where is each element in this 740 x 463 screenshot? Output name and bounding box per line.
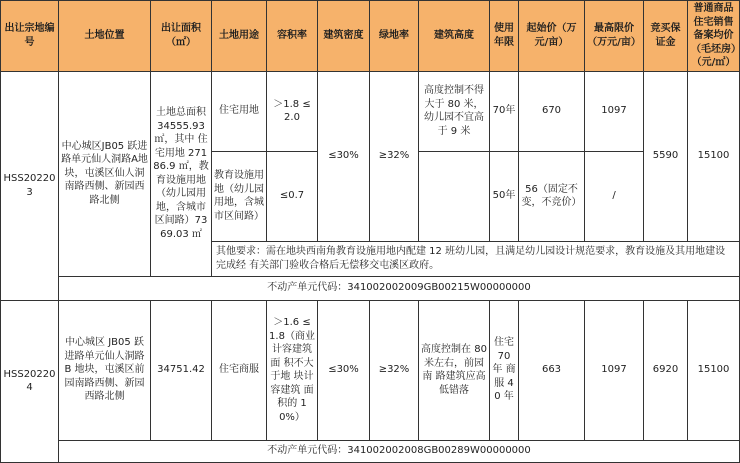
header-cell: 起始价（万元/亩） [519,1,585,72]
deposit: 5590 [644,71,688,241]
green-rate: ≥32% [370,300,419,440]
header-cell: 普通商品住宅销售备案均价（毛坯房）（元/㎡） [688,1,740,72]
max-price: 1097 [585,71,644,151]
average-price: 15100 [688,71,740,241]
header-cell: 出让面积（㎡） [151,1,212,72]
land-use: 住宅用地 [212,71,267,151]
table-row [1,71,740,151]
parcel-area: 34751.42 [151,300,212,440]
header-cell: 出让宗地编号 [1,1,59,72]
use-term: 70年 [490,71,519,151]
building-height [419,151,490,241]
table-row [1,276,740,300]
table-row [1,300,740,440]
parcel-id: HSS202204 [1,300,59,462]
green-rate: ≥32% [370,71,419,241]
floor-area-ratio: ≤0.7 [267,151,318,241]
building-density: ≤30% [318,300,370,440]
parcel-id: HSS202203 [1,71,59,300]
land-use: 教育设施用地（幼儿园用地，含城市区间路） [212,151,267,241]
header-cell: 建筑密度 [318,1,370,72]
table-row [1,440,740,462]
parcel-area: 土地总面积 34555.93 ㎡，其中 住宅用地 27186.9 ㎡，教育设施用地（幼儿园用地，含城市区间路）7369.03 ㎡ [151,71,212,276]
property-unit-code: 不动产单元代码：341002002008GB00289W00000000 [59,440,740,462]
floor-area-ratio: ＞1.8 ≤2.0 [267,71,318,151]
floor-area-ratio: ＞1.6 ≤ 1.8（商业计容建筑面 积不大于地 块计容建筑 面积的 10%） [267,300,318,440]
land-use: 住宅商服 [212,300,267,440]
header-cell: 竞买保证金 [644,1,688,72]
average-price: 15100 [688,300,740,440]
header-cell: 绿地率 [370,1,419,72]
header-cell: 容积率 [267,1,318,72]
building-height: 高度控制在 80 米左右，前园南 路建筑应高低错落 [419,300,490,440]
header-cell: 建筑高度 [419,1,490,72]
max-price: 1097 [585,300,644,440]
use-term: 50年 [490,151,519,241]
building-density: ≤30% [318,71,370,241]
building-height: 高度控制不得大于 80 米，幼儿园不宜高于 9 米 [419,71,490,151]
header-cell: 使用年限 [490,1,519,72]
header-row [1,1,740,72]
parcel-location: 中心城区JB05 跃进路单元仙人洞路A地块，屯溪区仙人洞南路西侧、新园西路北侧 [59,71,151,276]
start-price: 56（固定不变，不竞价） [519,151,585,241]
header-cell: 土地位置 [59,1,151,72]
parcel-location: 中心城区 JB05 跃进路单元仙人洞路 B 地块，屯溪区前园南路西侧、新园西路北侧 [59,300,151,440]
header-cell: 土地用途 [212,1,267,72]
deposit: 6920 [644,300,688,440]
other-requirements: 其他要求：需在地块西南角教育设施用地内配建 12 班幼儿园，且满足幼儿园设计规范要求，教育设施及其用地建设完成经 有关部门验收合格后无偿移交屯溪区政府。 [212,241,740,276]
use-term: 住宅 70 年 商服 40 年 [490,300,519,440]
start-price: 663 [519,300,585,440]
header-cell: 最高限价（万元/亩） [585,1,644,72]
start-price: 670 [519,71,585,151]
property-unit-code: 不动产单元代码：341002002009GB00215W00000000 [59,276,740,300]
max-price: / [585,151,644,241]
